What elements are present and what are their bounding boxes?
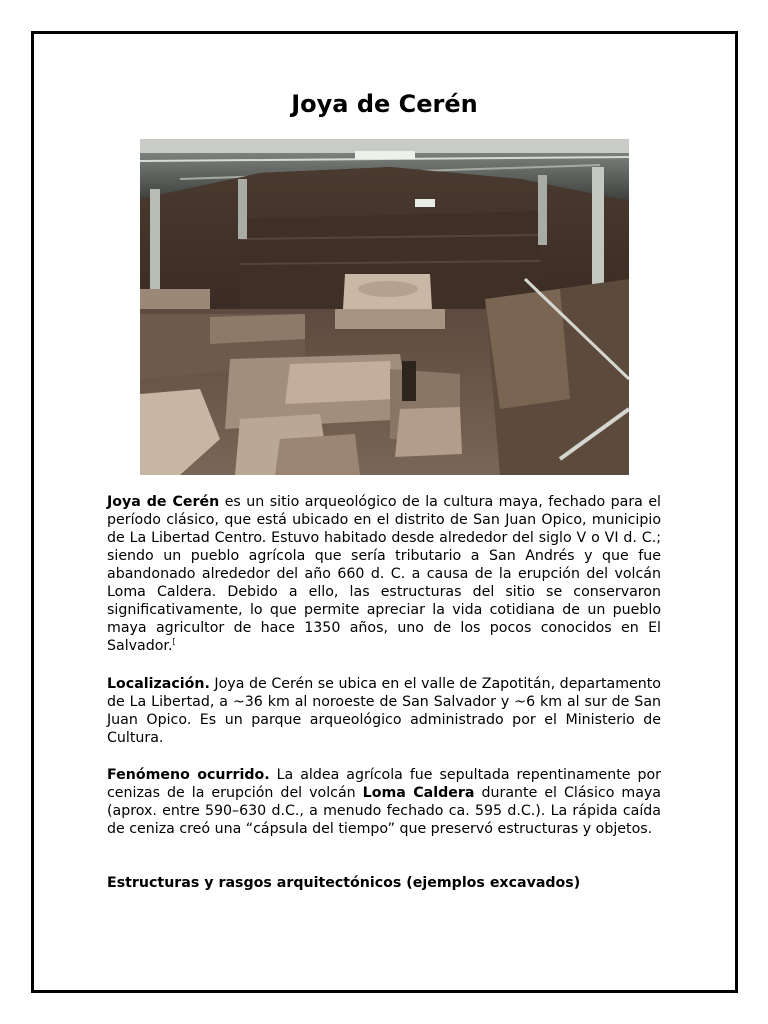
document-page [31,31,738,993]
fenomeno-lead: Fenómeno ocurrido. [107,767,270,783]
page-title: Joya de Cerén [291,90,478,118]
estructuras-heading: Estructuras y rasgos arquitectónicos (ejemplos excavados) [107,875,581,891]
localizacion-lead: Localización. [107,676,210,692]
volcano-name: Loma Caldera [362,785,475,801]
site-photo-illustration [140,139,629,475]
localizacion-text: Joya de Cerén se ubica en el valle de Zapotitán, departamento de La Libertad, a ~36 km al noroeste de San Salvador y ~6 km al sur de San Juan Opico. Es un parque arqueológico administrado por el Ministerio de Cultura. [107,676,661,746]
archaeological-site-photo [140,139,629,475]
fenomeno-text-a: La aldea agrícola fue sepultada repentinamente por cenizas de la erupción del volcán [107,767,661,801]
fenomeno-paragraph [107,766,661,838]
fenomeno-text-b: durante el Clásico maya (aprox. entre 590–630 d.C., a menudo fechado ca. 595 d.C.). La rápida caída de ceniza creó una “cápsula del tiempo” que preservó estructuras y objetos. [107,785,662,837]
footnote-mark[interactable]: [ [172,637,176,646]
intro-text: es un sitio arqueológico de la cultura maya, fechado para el período clásico, que está ubicado en el distrito de San Juan Opico, municipio de La Libertad Centro. Estuvo habitado desde alrededor del siglo V o VI d. C.; siendo un pueblo agrícola que sería tributario a San Andrés y que fue abandonado alrededor del año 660 d. C. a causa de la erupción del volcán Loma Caldera. Debido a ello, las estructuras del sitio se conservaron significativamente, lo que permite apreciar la vida cotidiana de un pueblo maya agricultor de hace 1350 años, uno de los pocos conocidos en El Salvador. [107,494,661,654]
intro-paragraph [107,493,661,655]
intro-lead: Joya de Cerén [107,494,220,510]
localizacion-paragraph [107,675,661,747]
